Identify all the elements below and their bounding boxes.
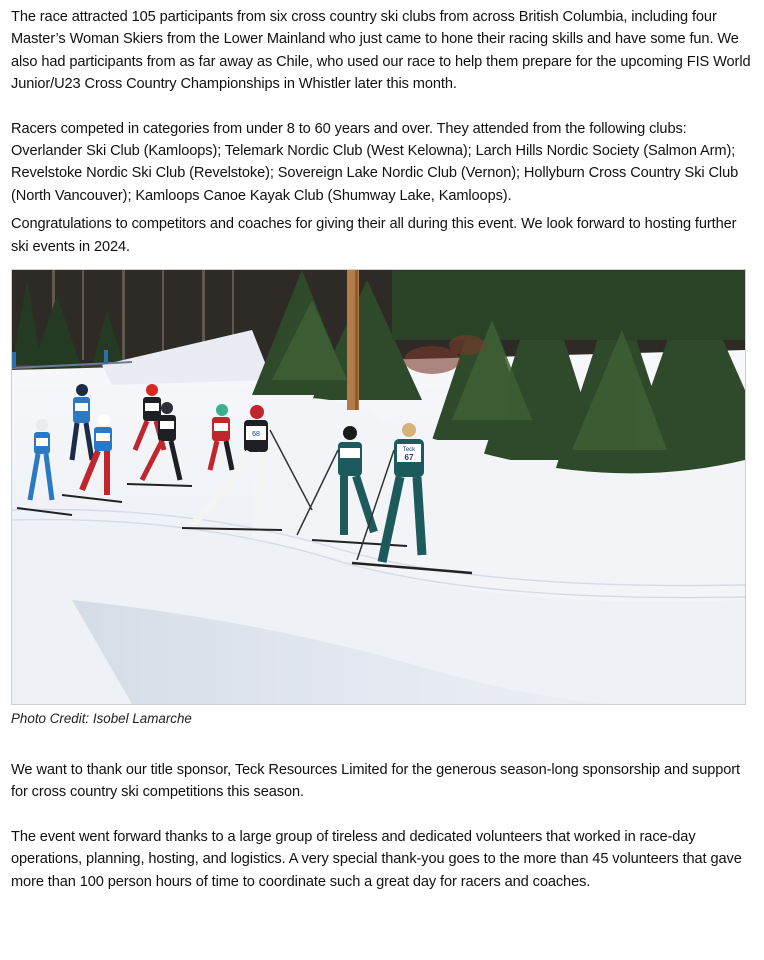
- paragraph-congratulations: Congratulations to competitors and coaches for giving their all during this event. We look forward to hosting further ski events in 2024.: [11, 216, 737, 255]
- bib-number-67: 67: [404, 453, 414, 463]
- paragraph-race-summary: The race attracted 105 participants from six cross country ski clubs from across British Columbia, including four Master’s Woman Skiers from the Lower Mainland who just came to hone their racing skills and have some fun. We also had participants from as far away as Chile, who used our race to help them prepare for the upcoming FIS World Junior/U23 Cross Country Championships in Whistler later this month.: [11, 9, 751, 93]
- bib-sponsor-label: Teck: [402, 447, 416, 454]
- race-photo-illustration: [12, 270, 745, 704]
- bib-number-68: 68: [252, 431, 260, 439]
- race-photo: [11, 269, 746, 705]
- article-page: [11, 6, 751, 893]
- paragraph-volunteers: The event went forward thanks to a large group of tireless and dedicated volunteers that worked in race-day operations, planning, hosting, and logistics. A very special thank-you goes to the more than 45 volunteers that gave more than 100 person hours of time to coordinate such a great day for racers and coaches.: [11, 828, 742, 890]
- photo-caption: Photo Credit: Isobel Lamarche: [11, 711, 192, 727]
- paragraph-sponsor: We want to thank our title sponsor, Teck Resources Limited for the generous season-long sponsorship and support for cross country ski competitions this season.: [11, 762, 741, 801]
- paragraph-clubs: Racers competed in categories from under 8 to 60 years and over. They attended from the following clubs: Overlander Ski Club (Kamloops); Telemark Nordic Club (West Kelowna); Larch Hills Nordic Society (Salmon Arm); Revelstoke Nordic Ski Club (Revelstoke); Sovereign Lake Nordic Club (Vernon); Hollyburn Cross Country Ski Club (North Vancouver); Kamloops Canoe Kayak Club (Shumway Lake, Kamloops).: [11, 120, 739, 204]
